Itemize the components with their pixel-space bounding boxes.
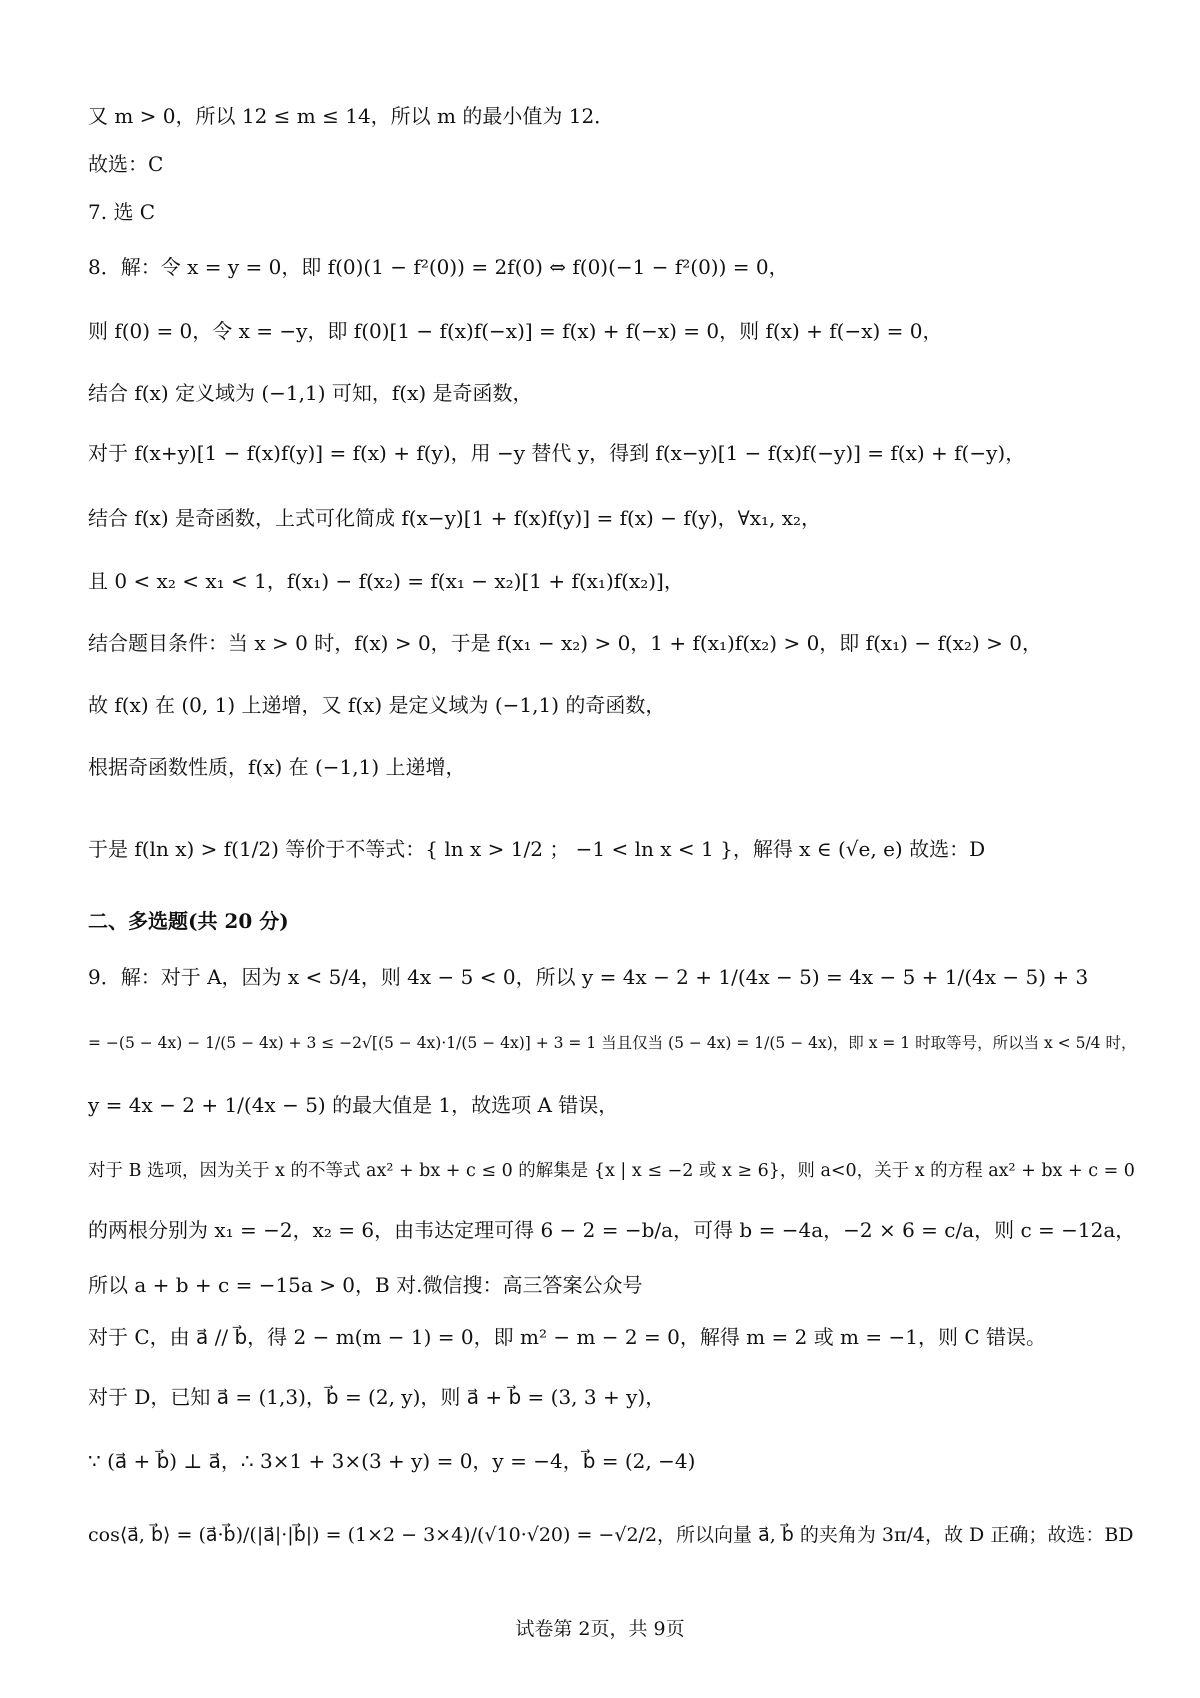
page-footer: 试卷第 2页，共 9页	[515, 1618, 685, 1640]
text-line: 则 f(0) = 0，令 x = −y，即 f(0)[1 − f(x)f(−x)] = f(x) + f(−x) = 0，则 f(x) + f(−x) = 0，	[88, 319, 943, 343]
text-line: 结合 f(x) 是奇函数，上式可化简成 f(x−y)[1 + f(x)f(y)] = f(x) − f(y)，∀x₁, x₂，	[88, 506, 822, 530]
text-line: 结合题目条件：当 x > 0 时，f(x) > 0，于是 f(x₁ − x₂) > 0，1 + f(x₁)f(x₂) > 0，即 f(x₁) − f(x₂) > 0，	[88, 631, 1042, 655]
text-line: 于是 f(ln x) > f(1/2) 等价于不等式：{ ln x > 1/2 ； −1 < ln x < 1 }，解得 x ∈ (√e, e) 故选：D	[88, 837, 986, 861]
text-line: 故选：C	[88, 152, 164, 176]
text-line: 且 0 < x₂ < x₁ < 1，f(x₁) − f(x₂) = f(x₁ − x₂)[1 + f(x₁)f(x₂)]，	[88, 569, 684, 593]
text-line: 7. 选 C	[88, 200, 156, 224]
text-line: 结合 f(x) 定义域为 (−1,1) 可知，f(x) 是奇函数，	[88, 381, 533, 405]
text-line: 的两根分别为 x₁ = −2，x₂ = 6，由韦达定理可得 6 − 2 = −b/a，可得 b = −4a，−2 × 6 = c/a，则 c = −12a，	[88, 1218, 1136, 1242]
text-line: 对于 f(x+y)[1 − f(x)f(y)] = f(x) + f(y)，用 −y 替代 y，得到 f(x−y)[1 − f(x)f(−y)] = f(x) + f(−y)，	[88, 441, 1026, 465]
text-line: = −(5 − 4x) − 1/(5 − 4x) + 3 ≤ −2√[(5 − 4x)·1/(5 − 4x)] + 3 = 1 当且仅当 (5 − 4x) = 1/(5 − 4x)，即 x = 1 时取等号，所以当 x < 5/4 时，	[88, 1034, 1137, 1052]
text-line: 根据奇函数性质，f(x) 在 (−1,1) 上递增，	[88, 755, 466, 779]
text-line: 对于 B 选项，因为关于 x 的不等式 ax² + bx + c ≤ 0 的解集是 {x | x ≤ −2 或 x ≥ 6}，则 a<0，关于 x 的方程 ax² + bx + c = 0	[88, 1161, 1135, 1181]
text-line: cos⟨a⃗, b⃗⟩ = (a⃗·b⃗)/(|a⃗|·|b⃗|) = (1×2 − 3×4)/(√10·√20) = −√2/2，所以向量 a⃗, b⃗ 的夹角为 3π/4，故 D 正确；故选：BD	[88, 1524, 1134, 1546]
text-line: 9．解：对于 A，因为 x < 5/4，则 4x − 5 < 0，所以 y = 4x − 2 + 1/(4x − 5) = 4x − 5 + 1/(4x − 5) + 3	[88, 965, 1089, 989]
text-line: 又 m > 0，所以 12 ≤ m ≤ 14，所以 m 的最小值为 12．	[88, 104, 615, 128]
text-line: 8．解：令 x = y = 0，即 f(0)(1 − f²(0)) = 2f(0) ⇔ f(0)(−1 − f²(0)) = 0，	[88, 255, 789, 279]
text-line: y = 4x − 2 + 1/(4x − 5) 的最大值是 1，故选项 A 错误，	[88, 1093, 619, 1117]
text-line: ∵ (a⃗ + b⃗) ⊥ a⃗，∴ 3×1 + 3×(3 + y) = 0，y = −4，b⃗ = (2, −4)	[88, 1449, 696, 1473]
text-line: 所以 a + b + c = −15a > 0，B 对.微信搜：高三答案公众号	[88, 1273, 643, 1297]
text-line: 对于 D，已知 a⃗ = (1,3)，b⃗ = (2, y)，则 a⃗ + b⃗ = (3, 3 + y)，	[88, 1385, 666, 1409]
section-heading: 二、多选题(共 20 分)	[88, 909, 289, 933]
text-line: 故 f(x) 在 (0, 1) 上递增，又 f(x) 是定义域为 (−1,1) 的奇函数，	[88, 693, 666, 717]
text-line: 对于 C，由 a⃗ // b⃗，得 2 − m(m − 1) = 0，即 m² − m − 2 = 0，解得 m = 2 或 m = −1，则 C 错误。	[88, 1325, 1046, 1349]
